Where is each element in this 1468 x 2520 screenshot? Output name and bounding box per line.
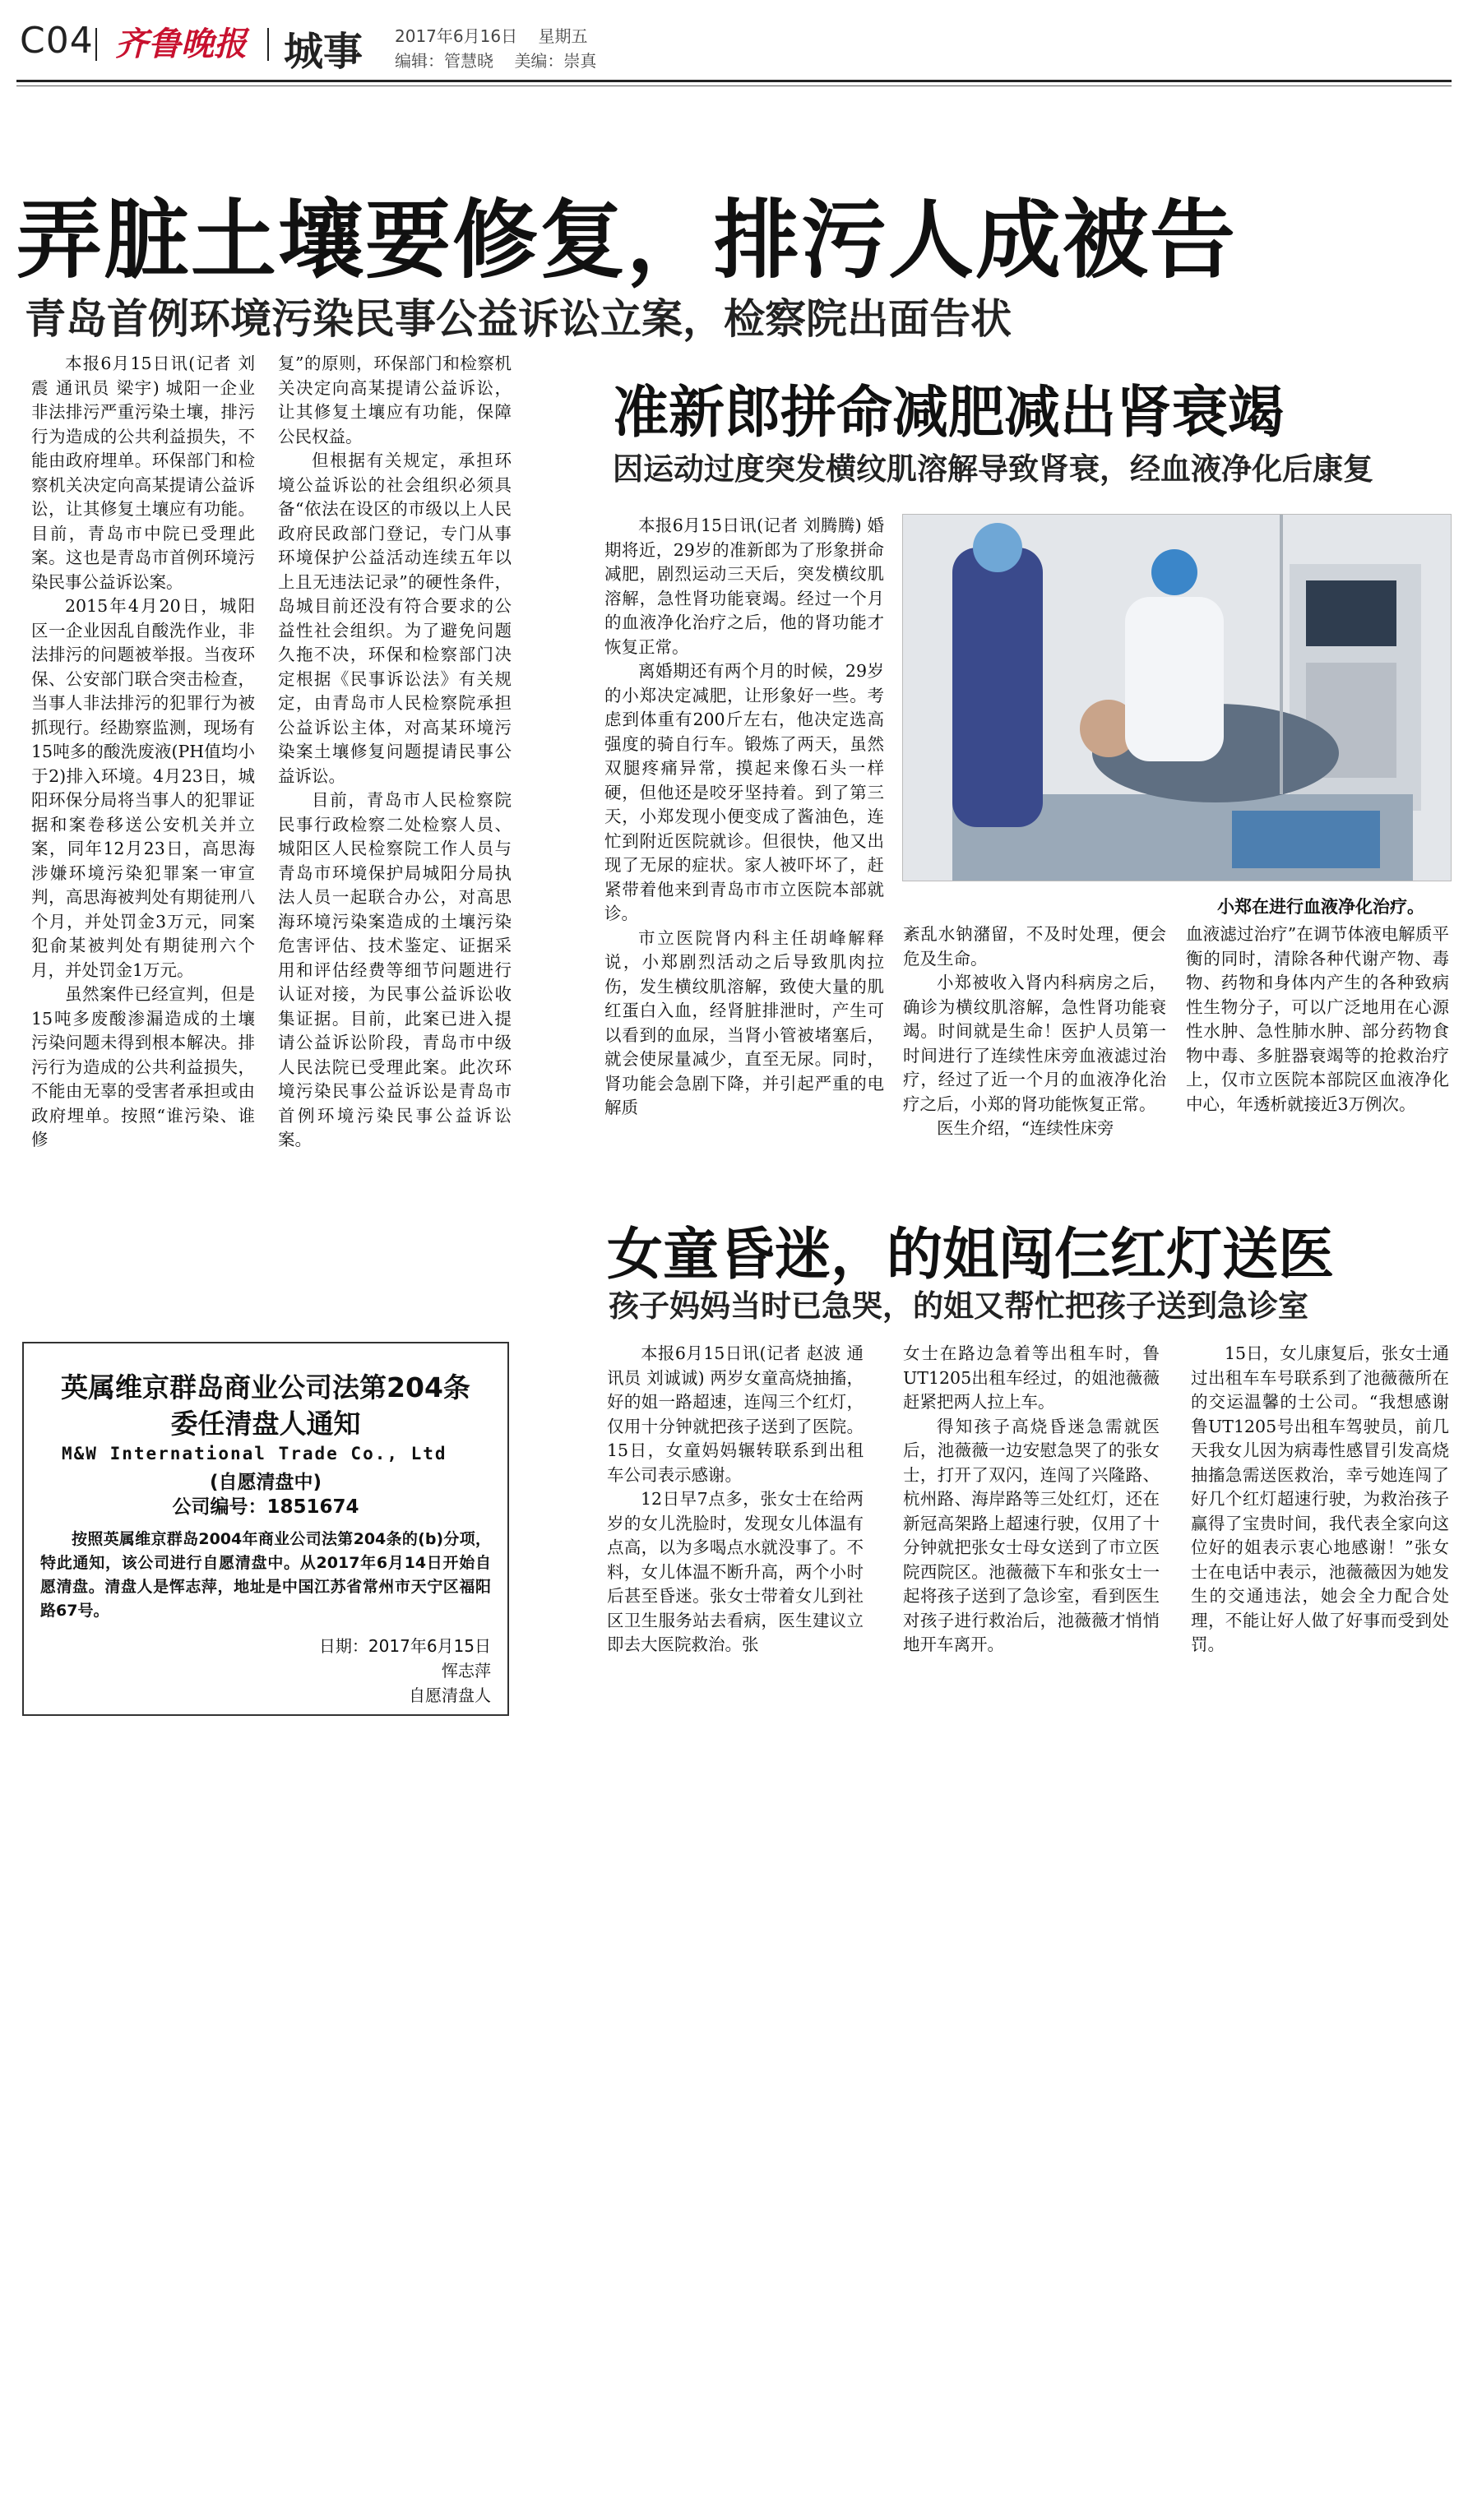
story3-column-3 [1191,1342,1449,1695]
lead-column-1 [31,352,255,1297]
notice-signer-role: 自愿清盘人 [409,1685,491,1705]
editor-credit: 编辑：管慧晓 [395,51,493,71]
header-rule [16,80,1452,82]
notice-title-line2: 委任清盘人通知 [170,1408,361,1440]
story3-paragraph: 本报6月15日讯(记者 赵波 通讯员 刘诚诚) 两岁女童高烧抽搐，好的姐一路超速，连闯三个红灯，仅用十分钟就把孩子送到了医院。15日，女童妈妈辗转联系到出租车公司表示感谢。 [607,1343,864,1485]
story2-paragraph: 市立医院肾内科主任胡峰解释说，小郑剧烈活动之后导致肌肉拉伤，发生横纹肌溶解，致使大量的肌红蛋白入血，经肾脏排泄时，产生可以看到的血尿，当肾小管被堵塞后，就会使尿量减少，直至无尿。同时，肾功能会急剧下降，并引起严重的电解质 [604,927,884,1117]
dialysis-photo [902,514,1452,881]
story2-column-1 [604,514,884,1117]
notice-date: 日期：2017年6月15日 [318,1636,491,1656]
lead-paragraph: 2015年4月20日，城阳区一企业因乱自酸洗作业，非法排污的问题被举报。当夜环保、公安部门联合突击检查，当事人非法排污的犯罪行为被抓现行。经勘察监测，现场有15吨多的酸洗废液(PH值均小于2)排入环境。4月23日，城阳环保分局将当事人的犯罪证据和案卷移送公安机关并立案，同年12月23日，高思海涉嫌环境污染犯罪案一审宣判，高思海被判处有期徒刑八个月，并处罚金3万元，同案犯俞某被判处有期徒刑六个月，并处罚金1万元。 [31,596,255,980]
header-divider [267,28,269,61]
lead-headline: 弄脏土壤要修复，排污人成被告 [16,190,1238,290]
lead-paragraph: 本报6月15日讯(记者 刘震 通讯员 梁宇) 城阳一企业非法排污严重污染土壤，排污行为造成的公共利益损失，不能由政府埋单。环保部门和检察机关决定向高某提请公益诉讼，让其修复土壤应有功能。目前，青岛市中院已受理此案。这也是青岛市首例环境污染民事公益诉讼案。 [31,354,255,592]
lead-paragraph: 虽然案件已经宣判，但是15吨多废酸渗漏造成的土壤污染问题未得到根本解决。排污行为造成的公共利益损失，不能由无辜的受害者承担或由政府埋单。按照“谁污染、谁修 [31,984,255,1149]
story3-paragraph: 12日早7点多，张女士在给两岁的女儿洗脸时，发现女儿体温有点高，以为多喝点水就没事了。不料，女儿体温不断升高，两个小时后甚至昏迷。张女士带着女儿到社区卫生服务站去看病，医生建议立即去大医院救治。张 [607,1489,864,1654]
story2-headline: 准新郎拼命减肥减出肾衰竭 [613,381,1285,446]
notice-company-english: M&W International Trade Co., Ltd [62,1444,447,1463]
story3-paragraph: 15日，女儿康复后，张女士通过出租车车号联系到了池薇薇所在的交运温馨的士公司。“我想感谢鲁UT1205号出租车驾驶员，前几天我女儿因为病毒性感冒引发高烧抽搐急需送医救治，幸亏她连闯了好几个红灯超速行驶，为救治孩子赢得了宝贵时间，我代表全家向这位好的姐表示衷心地感谢！”张女士在电话中表示，池薇薇因为她发生的交通违法，她会全力配合处理，不能让好人做了好事而受到处罚。 [1191,1343,1449,1654]
notice-body [40,1528,491,1623]
lead-paragraph: 但根据有关规定，承担环境公益诉讼的社会组织必须具备“依法在设区的市级以上人民政府民政部门登记，专门从事环境保护公益活动连续五年以上且无违法记录”的硬性条件，岛城目前还没有符合要求的公益性社会组织。为了避免问题久拖不决，环保和检察部门决定根据《民事诉讼法》有关规定，由青岛市人民检察院承担公益诉讼主体，对高某环境污染案土壤修复问题提请民事公益诉讼。 [278,451,512,786]
story2-paragraph: 小郑被收入肾内科病房之后，确诊为横纹肌溶解，急性肾功能衰竭。时间就是生命！医护人员第一时间进行了连续性床旁血液滤过治疗，经过了近一个月的血液净化治疗之后，小郑的肾功能恢复正常。 [903,973,1166,1114]
issue-date: 2017年6月16日 [395,26,518,46]
notice-company-number: 公司编号：1851674 [172,1496,359,1518]
newspaper-logo: 齐鲁晚报 [115,25,247,63]
liquidation-notice [22,1342,509,1716]
section-name: 城事 [284,29,364,75]
dialysis-photo-illustration [903,515,1451,881]
header-date-line [395,23,588,47]
story3-subheadline: 孩子妈妈当时已急哭，的姐又帮忙把孩子送到急诊室 [609,1288,1308,1324]
lead-column-2 [278,352,512,1297]
lead-subheadline: 青岛首例环境污染民事公益诉讼立案，检察院出面告状 [25,295,1012,343]
story2-paragraph: 血液滤过治疗”在调节体液电解质平衡的同时，清除各种代谢产物、毒物、药物和身体内产生的各种致病性生物分子，可以广泛地用在心源性水肿、急性肺水肿、部分药物食物中毒、多脏器衰竭等的抢救治疗上，仅市立医院本部院区血液净化中心，年透析就接近3万例次。 [1186,924,1449,1114]
story3-column-1 [607,1342,864,1695]
story2-column-3 [1186,922,1449,1177]
story2-column-2 [903,922,1166,1177]
story2-subheadline: 因运动过度突发横纹肌溶解导致肾衰，经血液净化后康复 [613,451,1373,487]
notice-title-line1: 英属维京群岛商业公司法第204条 [61,1371,470,1403]
page-number: C04 [20,20,94,62]
story2-paragraph: 本报6月15日讯(记者 刘腾腾) 婚期将近，29岁的准新郎为了形象拼命减肥，剧烈运动三天后，突发横纹肌溶解，急性肾功能衰竭。经过一个月的血液净化治疗之后，他的肾功能才恢复正常。 [604,516,884,657]
issue-weekday: 星期五 [538,26,588,46]
story3-paragraph: 得知孩子高烧昏迷急需就医后，池薇薇一边安慰急哭了的张女士，打开了双闪，连闯了兴隆路、杭州路、海岸路等三处红灯，还在新冠高架路上超速行驶，仅用了十分钟就把张女士母女送到了市立医院西院区。池薇薇下车和张女士一起将孩子送到了急诊室，看到医生对孩子进行救治后，池薇薇才悄悄地开车离开。 [903,1416,1160,1654]
designer-credit: 美编：崇真 [514,51,597,71]
story3-column-2 [903,1342,1160,1695]
story2-paragraph: 紊乱水钠潴留，不及时处理，便会危及生命。 [903,924,1166,969]
lead-paragraph: 目前，青岛市人民检察院民事行政检察二处检察人员、城阳区人民检察院工作人员与青岛市环境保护局城阳分局执法人员一起联合办公，对高思海环境污染案造成的土壤污染危害评估、技术鉴定、证据采用和评估经费等细节问题进行认证对接，为民事公益诉讼收集证据。目前，此案已进入提请公益诉讼阶段，青岛市中级人民法院已受理此案。此次环境污染民事公益诉讼是青岛市首例环境污染民事公益诉讼案。 [278,790,512,1149]
story3-paragraph: 女士在路边急着等出租车时，鲁UT1205出租车经过，的姐池薇薇赶紧把两人拉上车。 [903,1343,1160,1412]
header-staff-line [395,48,596,72]
photo-caption: 小郑在进行血液净化治疗。 [1217,897,1424,917]
story2-paragraph: 医生介绍，“连续性床旁 [937,1118,1114,1138]
header-divider [95,28,97,61]
story2-paragraph: 离婚期还有两个月的时候，29岁的小郑决定减肥，让形象好一些。考虑到体重有200斤左右，他决定选高强度的骑自行车。锻炼了两天，虽然双腿疼痛异常，摸起来像石头一样硬，但他还是咬牙坚持着。到了第三天，小郑发现小便变成了酱油色，连忙到附近医院就诊。但很快，他又出现了无尿的症状。家人被吓坏了，赶紧带着他来到青岛市市立医院本部就诊。 [604,661,884,923]
notice-body-text: 按照英属维京群岛2004年商业公司法第204条的(b)分项，特此通知，该公司进行自愿清盘中。从2017年6月14日开始自愿清盘。清盘人是恽志萍，地址是中国江苏省常州市天宁区福阳路67号。 [40,1530,491,1620]
notice-company-status: (自愿清盘中) [209,1472,322,1493]
lead-paragraph: 复”的原则，环保部门和检察机关决定向高某提请公益诉讼，让其修复土壤应有功能，保障公民权益。 [278,354,512,446]
story3-headline: 女童昏迷，的姐闯仨红灯送医 [607,1223,1335,1288]
notice-signer: 恽志萍 [442,1661,491,1681]
